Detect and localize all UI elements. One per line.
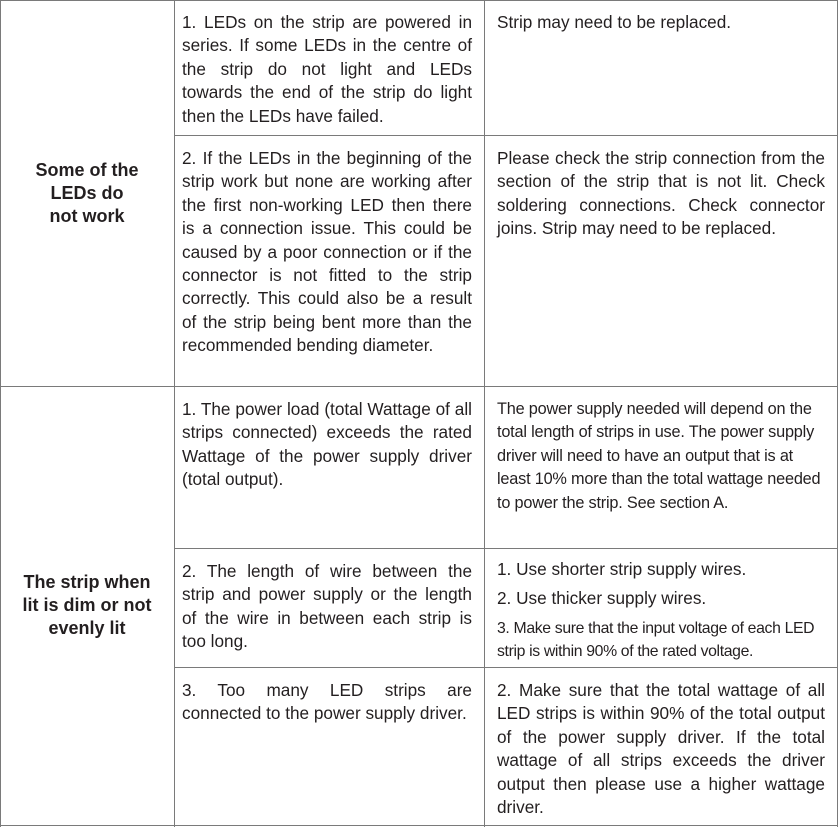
- solution-list: [497, 558, 825, 663]
- problem-line: The strip when: [23, 572, 151, 592]
- cause-cell: 3. Too many LED strips are connected to the power supply driver.: [182, 680, 472, 724]
- solution-item: 3. Make sure that the input voltage of each LED strip is within 90% of the rated voltage.: [497, 619, 815, 660]
- table-rule: [174, 548, 838, 549]
- table-rule: [174, 667, 838, 668]
- solution-item: 1. Use shorter strip supply wires.: [497, 559, 747, 579]
- problem-heading: [0, 0, 174, 386]
- solution-cell: Please check the strip connection from the section of the strip that is not lit. Check soldering connections. Check connector joins. Strip may need to be replaced.: [497, 148, 825, 239]
- table-rule: [174, 0, 175, 827]
- problem-line: LEDs do: [50, 182, 124, 203]
- cause-cell: 2. If the LEDs in the beginning of the strip work but none are working after the first non-working LED then there is a connection issue. This could be caused by a poor connection or if the connector is not fitted to the strip correctly. This could also be a result of the strip being bent more than the recommended bending diameter.: [182, 148, 472, 356]
- solution-cell: The power supply needed will depend on the total length of strips in use. The power supply driver will need to have an output that is at least 10% more than the total wattage needed to power the strip. See section A.: [497, 400, 821, 512]
- solution-item: 2. Use thicker supply wires.: [497, 588, 707, 609]
- cause-cell: 1. LEDs on the strip are powered in series. If some LEDs in the centre of the strip do not light and LEDs towards the end of the strip do light then the LEDs have failed.: [182, 12, 472, 126]
- table-rule: [174, 135, 838, 136]
- problem-line: Some of the: [35, 159, 139, 180]
- solution-cell: 2. Make sure that the total wattage of all LED strips is within 90% of the total output of the power supply driver. If the total wattage of all strips exceeds the driver output then please use a higher wattage driver.: [497, 680, 825, 818]
- solution-cell: Strip may need to be replaced.: [497, 12, 732, 32]
- table-rule: [484, 0, 485, 827]
- cause-cell: 2. The length of wire between the strip and power supply or the length of the wire in between each strip is too long.: [182, 561, 472, 652]
- table-rule: [0, 825, 838, 826]
- problem-line: evenly lit: [48, 618, 126, 638]
- problem-heading: [0, 386, 174, 825]
- problem-line: lit is dim or not: [22, 595, 152, 615]
- problem-line: not work: [49, 205, 125, 226]
- cause-cell: 1. The power load (total Wattage of all strips connected) exceeds the rated Wattage of the power supply driver (total output).: [182, 399, 472, 490]
